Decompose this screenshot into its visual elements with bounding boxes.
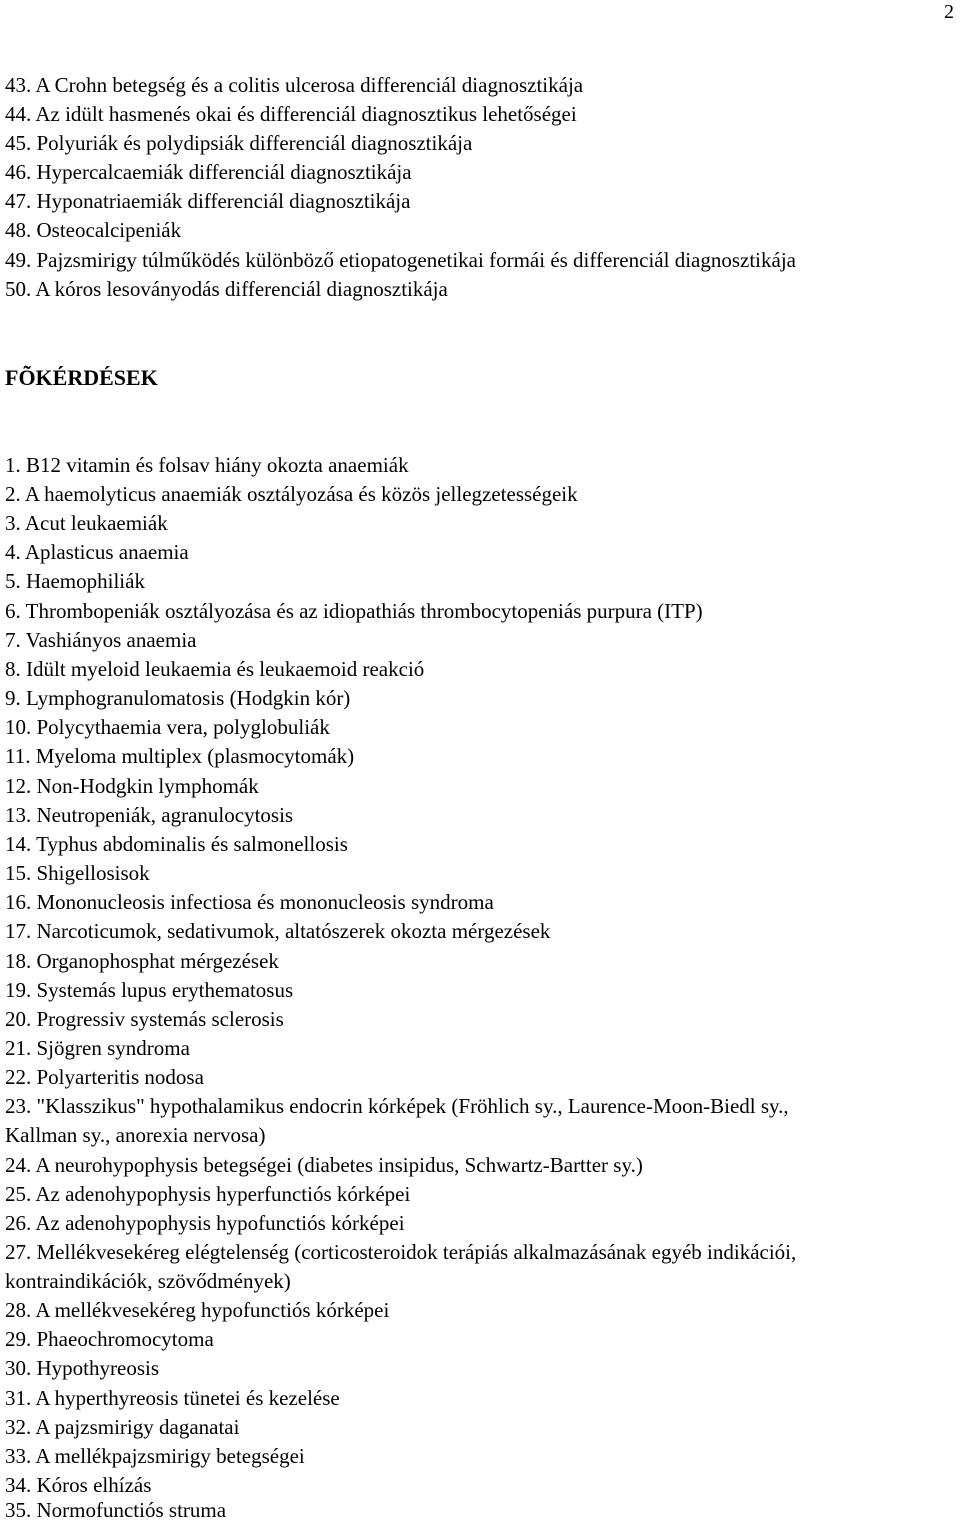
list-item: 50. A kóros lesoványodás differenciál diagnosztikája [5, 277, 448, 301]
list-item: 12. Non-Hodgkin lymphomák [5, 774, 259, 798]
list-item: 6. Thrombopeniák osztályozása és az idiopathiás thrombocytopeniás purpura (ITP) [5, 599, 703, 623]
list-item: 48. Osteocalcipeniák [5, 218, 182, 242]
list-item: 10. Polycythaemia vera, polyglobuliák [5, 715, 330, 739]
list-item-continuation: kontraindikációk, szövődmények) [5, 1269, 291, 1293]
list-item: 7. Vashiányos anaemia [5, 628, 197, 652]
list-item: 24. A neurohypophysis betegségei (diabetes insipidus, Schwartz-Bartter sy.) [5, 1153, 643, 1177]
list-item: 13. Neutropeniák, agranulocytosis [5, 803, 294, 827]
list-item: 29. Phaeochromocytoma [5, 1327, 214, 1351]
list-item: 23. "Klasszikus" hypothalamikus endocrin kórképek (Fröhlich sy., Laurence-Moon-Biedl sy., [5, 1094, 789, 1118]
list-item: 49. Pajzsmirigy túlműködés különböző etiopatogenetikai formái és differenciál diagnosztikája [5, 248, 796, 272]
list-item: 16. Mononucleosis infectiosa és mononucleosis syndroma [5, 890, 494, 914]
list-item: 4. Aplasticus anaemia [5, 540, 189, 564]
list-item: 33. A mellékpajzsmirigy betegségei [5, 1444, 305, 1468]
section-heading: FÕKÉRDÉSEK [5, 365, 158, 390]
list-item: 9. Lymphogranulomatosis (Hodgkin kór) [5, 686, 351, 710]
list-item: 3. Acut leukaemiák [5, 511, 168, 535]
list-item: 19. Systemás lupus erythematosus [5, 978, 294, 1002]
list-item: 45. Polyuriák és polydipsiák differenciál diagnosztikája [5, 131, 473, 155]
list-item: 21. Sjögren syndroma [5, 1036, 190, 1060]
list-item: 34. Kóros elhízás [5, 1473, 152, 1497]
list-item: 25. Az adenohypophysis hyperfunctiós kórképei [5, 1182, 411, 1206]
list-item: 28. A mellékvesekéreg hypofunctiós kórképei [5, 1298, 390, 1322]
list-item: 11. Myeloma multiplex (plasmocytomák) [5, 744, 355, 768]
list-item: 5. Haemophiliák [5, 569, 145, 593]
list-item: 43. A Crohn betegség és a colitis ulcerosa differenciál diagnosztikája [5, 73, 584, 97]
list-item: 22. Polyarteritis nodosa [5, 1065, 204, 1089]
list-item-continuation: Kallman sy., anorexia nervosa) [5, 1123, 266, 1147]
list-item: 1. B12 vitamin és folsav hiány okozta anaemiák [5, 453, 409, 477]
list-item: 35. Normofunctiós struma [5, 1498, 227, 1522]
list-item: 15. Shigellosisok [5, 861, 150, 885]
list-item: 27. Mellékvesekéreg elégtelenség (corticosteroidok terápiás alkalmazásának egyéb indikációi, [5, 1240, 797, 1264]
list-item: 44. Az idült hasmenés okai és differenciál diagnosztikus lehetőségei [5, 102, 577, 126]
page-number: 2 [944, 1, 954, 23]
list-item: 31. A hyperthyreosis tünetei és kezelése [5, 1386, 340, 1410]
list-item: 20. Progressiv systemás sclerosis [5, 1007, 284, 1031]
list-item: 30. Hypothyreosis [5, 1356, 159, 1380]
list-item: 8. Idült myeloid leukaemia és leukaemoid reakció [5, 657, 425, 681]
list-item: 17. Narcoticumok, sedativumok, altatószerek okozta mérgezések [5, 919, 551, 943]
list-item: 47. Hyponatriaemiák differenciál diagnosztikája [5, 189, 411, 213]
list-item: 2. A haemolyticus anaemiák osztályozása és közös jellegzetességeik [5, 482, 578, 506]
list-item: 26. Az adenohypophysis hypofunctiós kórképei [5, 1211, 405, 1235]
list-item: 14. Typhus abdominalis és salmonellosis [5, 832, 348, 856]
list-item: 18. Organophosphat mérgezések [5, 949, 279, 973]
list-item: 32. A pajzsmirigy daganatai [5, 1415, 240, 1439]
list-item: 46. Hypercalcaemiák differenciál diagnosztikája [5, 160, 412, 184]
